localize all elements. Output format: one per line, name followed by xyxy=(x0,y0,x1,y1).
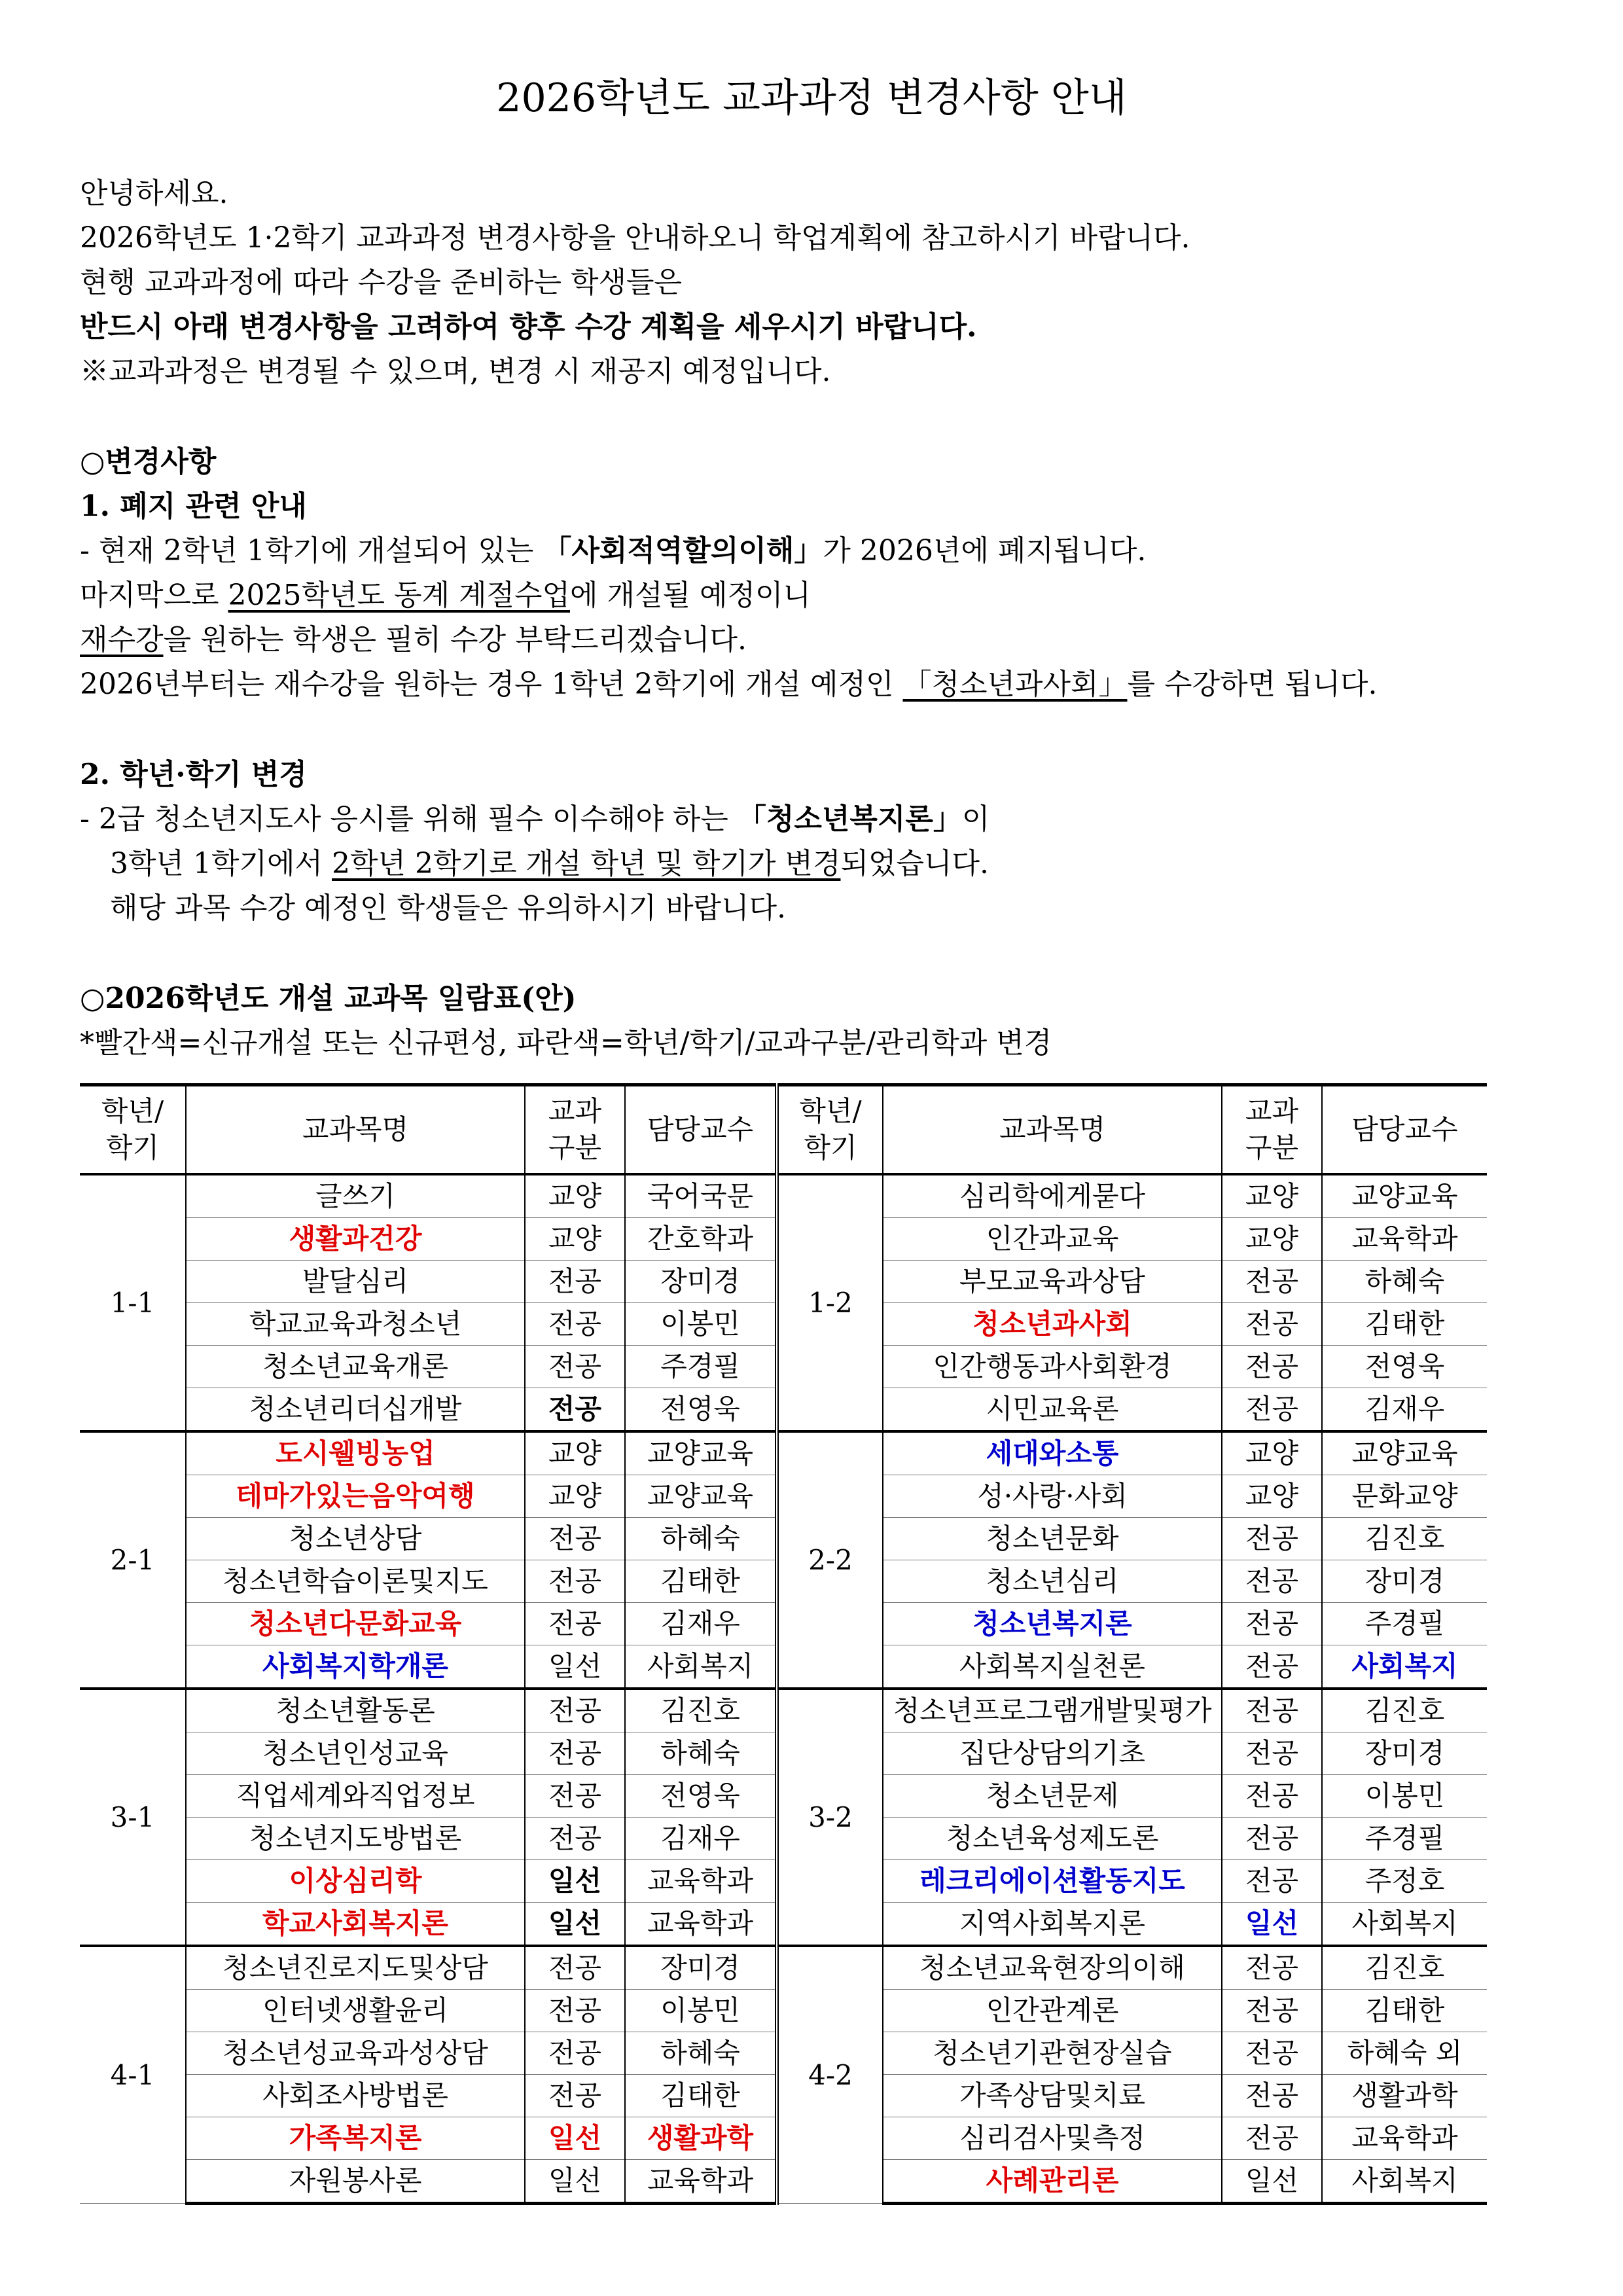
section-1-heading: 1. 폐지 관련 안내 xyxy=(80,490,307,523)
table-row xyxy=(80,1174,1487,1218)
course-name: 청소년심리 xyxy=(883,1560,1222,1603)
table-row xyxy=(80,1689,1487,1732)
intro-greeting: 안녕하세요. xyxy=(80,177,228,210)
professor: 사회복지 xyxy=(1322,2160,1487,2204)
course-name: 인간행동과사회환경 xyxy=(883,1346,1222,1388)
term-cell: 1-2 xyxy=(777,1174,883,1431)
term-cell: 3-1 xyxy=(80,1689,186,1946)
professor: 이봉민 xyxy=(625,1990,777,2032)
course-type: 전공 xyxy=(1222,1775,1322,1818)
course-name: 학교사회복지론 xyxy=(186,1903,525,1946)
course-name: 자원봉사론 xyxy=(186,2160,525,2204)
underlined-text: 2025학년도 동계 계절수업 xyxy=(228,579,570,612)
course-type: 일선 xyxy=(525,2160,625,2204)
course-type: 전공 xyxy=(1222,1732,1322,1775)
course-name: 청소년교육현장의이해 xyxy=(883,1946,1222,1990)
course-name: 청소년진로지도및상담 xyxy=(186,1946,525,1990)
term-cell: 4-2 xyxy=(777,1946,883,2204)
professor: 교양교육 xyxy=(625,1431,777,1475)
professor: 간호학과 xyxy=(625,1218,777,1261)
table-header-row xyxy=(80,1085,1487,1175)
professor: 하혜숙 xyxy=(625,2032,777,2075)
course-type: 전공 xyxy=(525,1946,625,1990)
changes-heading: ○변경사항 xyxy=(80,445,217,478)
text-span: 가 2026년에 폐지됩니다. xyxy=(823,534,1147,567)
course-type: 교양 xyxy=(525,1475,625,1518)
intro-line-1: 2026학년도 1·2학기 교과과정 변경사항을 안내하오니 학업계획에 참고하시기 바랍니다. xyxy=(80,221,1190,255)
course-type: 전공 xyxy=(525,1560,625,1603)
header-type: 교과 구분 xyxy=(1222,1085,1322,1175)
course-name: 청소년상담 xyxy=(186,1518,525,1560)
course-type: 일선 xyxy=(525,1903,625,1946)
course-type: 전공 xyxy=(525,1603,625,1645)
course-name: 심리학에게묻다 xyxy=(883,1174,1222,1218)
course-name: 부모교육과상담 xyxy=(883,1261,1222,1303)
underlined-text: 2학년 2학기로 개설 학년 및 학기가 변경 xyxy=(331,847,841,880)
professor: 교육학과 xyxy=(625,2160,777,2204)
professor: 교육학과 xyxy=(1322,1218,1487,1261)
course-name: 「사회적역할의이해」 xyxy=(543,534,823,567)
section-2-line-1 xyxy=(80,797,990,842)
header-professor: 담당교수 xyxy=(625,1085,777,1175)
course-type: 전공 xyxy=(1222,1388,1322,1432)
course-type: 전공 xyxy=(1222,1518,1322,1560)
course-type: 전공 xyxy=(1222,2032,1322,2075)
course-type: 일선 xyxy=(525,1645,625,1689)
course-type: 교양 xyxy=(1222,1431,1322,1475)
course-list-heading: ○2026학년도 개설 교과목 일람표(안) xyxy=(80,982,577,1015)
course-type: 교양 xyxy=(525,1431,625,1475)
term-cell: 2-1 xyxy=(80,1431,186,1689)
course-type: 일선 xyxy=(525,1860,625,1903)
professor: 사회복지 xyxy=(1322,1645,1487,1689)
course-type: 교양 xyxy=(1222,1218,1322,1261)
course-name: 세대와소통 xyxy=(883,1431,1222,1475)
term-cell: 2-2 xyxy=(777,1431,883,1689)
course-name: 청소년학습이론및지도 xyxy=(186,1560,525,1603)
header-term: 학년/ 학기 xyxy=(777,1085,883,1175)
course-type: 전공 xyxy=(1222,1818,1322,1860)
course-name: 시민교육론 xyxy=(883,1388,1222,1432)
course-type: 전공 xyxy=(525,1388,625,1432)
professor: 사회복지 xyxy=(1322,1903,1487,1946)
professor: 교육학과 xyxy=(1322,2117,1487,2160)
course-type: 전공 xyxy=(1222,1946,1322,1990)
course-type: 전공 xyxy=(525,2075,625,2117)
course-name: 사회복지학개론 xyxy=(186,1645,525,1689)
professor: 하혜숙 외 xyxy=(1322,2032,1487,2075)
course-type: 전공 xyxy=(1222,1645,1322,1689)
course-type: 전공 xyxy=(1222,1860,1322,1903)
course-name: 글쓰기 xyxy=(186,1174,525,1218)
professor: 이봉민 xyxy=(1322,1775,1487,1818)
professor: 김진호 xyxy=(625,1689,777,1732)
course-type: 전공 xyxy=(525,2032,625,2075)
text-span: 3학년 1학기에서 xyxy=(110,847,332,880)
professor: 생활과학 xyxy=(625,2117,777,2160)
course-name: 심리검사및측정 xyxy=(883,2117,1222,2160)
header-professor: 담당교수 xyxy=(1322,1085,1487,1175)
professor: 국어국문 xyxy=(625,1174,777,1218)
professor: 사회복지 xyxy=(625,1645,777,1689)
course-name: 청소년문화 xyxy=(883,1518,1222,1560)
course-type: 전공 xyxy=(525,1346,625,1388)
course-type: 전공 xyxy=(1222,2075,1322,2117)
course-name: 인간과교육 xyxy=(883,1218,1222,1261)
professor: 김태한 xyxy=(1322,1303,1487,1346)
header-course: 교과목명 xyxy=(883,1085,1222,1175)
course-name: 청소년활동론 xyxy=(186,1689,525,1732)
text-span: 되었습니다. xyxy=(840,847,989,880)
course-type: 교양 xyxy=(1222,1174,1322,1218)
course-name: 청소년인성교육 xyxy=(186,1732,525,1775)
course-type: 일선 xyxy=(1222,1903,1322,1946)
course-name: 청소년문제 xyxy=(883,1775,1222,1818)
professor: 하혜숙 xyxy=(625,1732,777,1775)
course-name: 집단상담의기초 xyxy=(883,1732,1222,1775)
course-name: 테마가있는음악여행 xyxy=(186,1475,525,1518)
course-type: 전공 xyxy=(1222,1689,1322,1732)
course-name: 청소년리더십개발 xyxy=(186,1388,525,1432)
professor: 전영욱 xyxy=(625,1775,777,1818)
professor: 교양교육 xyxy=(1322,1431,1487,1475)
text-span: 을 원하는 학생은 필히 수강 부탁드리겠습니다. xyxy=(163,623,747,656)
course-type: 전공 xyxy=(525,1818,625,1860)
section-1-line-2 xyxy=(80,573,811,618)
professor: 문화교양 xyxy=(1322,1475,1487,1518)
course-type: 일선 xyxy=(1222,2160,1322,2204)
course-name: 성·사랑·사회 xyxy=(883,1475,1222,1518)
text-span: 마지막으로 xyxy=(80,579,228,612)
professor: 주정호 xyxy=(1322,1860,1487,1903)
professor: 교육학과 xyxy=(625,1860,777,1903)
course-type: 전공 xyxy=(1222,1261,1322,1303)
document-title: 2026학년도 교과과정 변경사항 안내 xyxy=(496,75,1127,121)
text-span: 에 개설될 예정이니 xyxy=(570,579,812,612)
course-name: 청소년다문화교육 xyxy=(186,1603,525,1645)
header-term: 학년/ 학기 xyxy=(80,1085,186,1175)
course-type: 전공 xyxy=(525,1775,625,1818)
professor: 김진호 xyxy=(1322,1689,1487,1732)
course-name: 사회조사방법론 xyxy=(186,2075,525,2117)
term-cell: 4-1 xyxy=(80,1946,186,2204)
professor: 교양교육 xyxy=(625,1475,777,1518)
table-row xyxy=(80,1946,1487,1990)
course-name: 인간관계론 xyxy=(883,1990,1222,2032)
professor: 주경필 xyxy=(1322,1603,1487,1645)
intro-line-2: 현행 교과과정에 따라 수강을 준비하는 학생들은 xyxy=(80,266,683,299)
professor: 주경필 xyxy=(1322,1818,1487,1860)
course-type: 교양 xyxy=(525,1218,625,1261)
course-name: 발달심리 xyxy=(186,1261,525,1303)
course-type: 교양 xyxy=(525,1174,625,1218)
course-type: 전공 xyxy=(1222,1303,1322,1346)
professor: 김진호 xyxy=(1322,1946,1487,1990)
professor: 이봉민 xyxy=(625,1303,777,1346)
professor: 전영욱 xyxy=(625,1388,777,1432)
professor: 김태한 xyxy=(625,1560,777,1603)
professor: 전영욱 xyxy=(1322,1346,1487,1388)
course-name: 청소년과사회 xyxy=(883,1303,1222,1346)
underlined-text: 「청소년과사회」 xyxy=(902,668,1128,701)
professor: 하혜숙 xyxy=(625,1518,777,1560)
table-body xyxy=(80,1174,1487,2204)
course-name: 가족상담및치료 xyxy=(883,2075,1222,2117)
professor: 교육학과 xyxy=(625,1903,777,1946)
course-type: 전공 xyxy=(1222,1603,1322,1645)
course-name: 지역사회복지론 xyxy=(883,1903,1222,1946)
professor: 장미경 xyxy=(1322,1732,1487,1775)
text-span: 이 xyxy=(961,802,990,836)
intro-line-4: ※교과과정은 변경될 수 있으며, 변경 시 재공지 예정입니다. xyxy=(80,355,831,388)
course-name: 청소년육성제도론 xyxy=(883,1818,1222,1860)
course-name: 레크리에이션활동지도 xyxy=(883,1860,1222,1903)
course-name: 청소년지도방법론 xyxy=(186,1818,525,1860)
course-name: 청소년복지론 xyxy=(883,1603,1222,1645)
course-type: 전공 xyxy=(525,1689,625,1732)
course-name: 인터넷생활윤리 xyxy=(186,1990,525,2032)
professor: 김태한 xyxy=(625,2075,777,2117)
course-type: 전공 xyxy=(525,1303,625,1346)
professor: 김재우 xyxy=(1322,1388,1487,1432)
professor: 김진호 xyxy=(1322,1518,1487,1560)
color-legend: *빨간색=신규개설 또는 신규편성, 파란색=학년/학기/교과구분/관리학과 변경 xyxy=(80,1026,1052,1060)
course-type: 전공 xyxy=(1222,1346,1322,1388)
course-type: 전공 xyxy=(525,1990,625,2032)
section-1-line-3 xyxy=(80,618,747,662)
course-name: 청소년프로그램개발및평가 xyxy=(883,1689,1222,1732)
section-2-heading: 2. 학년·학기 변경 xyxy=(80,758,307,791)
course-type: 일선 xyxy=(525,2117,625,2160)
professor: 장미경 xyxy=(625,1946,777,1990)
text-span: - 2급 청소년지도사 응시를 위해 필수 이수해야 하는 xyxy=(80,802,738,836)
header-course: 교과목명 xyxy=(186,1085,525,1175)
professor: 생활과학 xyxy=(1322,2075,1487,2117)
term-cell: 3-2 xyxy=(777,1689,883,1946)
text-span: - 현재 2학년 1학기에 개설되어 있는 xyxy=(80,534,543,567)
course-name: 사회복지실천론 xyxy=(883,1645,1222,1689)
underlined-text: 재수강 xyxy=(80,623,164,656)
intro-line-3: 반드시 아래 변경사항을 고려하여 향후 수강 계획을 세우시기 바랍니다. xyxy=(80,310,977,344)
section-1-line-4 xyxy=(80,662,1377,707)
course-name: 사례관리론 xyxy=(883,2160,1222,2204)
professor: 하혜숙 xyxy=(1322,1261,1487,1303)
course-name: 가족복지론 xyxy=(186,2117,525,2160)
professor: 김재우 xyxy=(625,1818,777,1860)
course-name: 「청소년복지론」 xyxy=(737,802,962,836)
course-name: 청소년교육개론 xyxy=(186,1346,525,1388)
professor: 주경필 xyxy=(625,1346,777,1388)
section-1-line-1 xyxy=(80,529,1146,573)
professor: 김재우 xyxy=(625,1603,777,1645)
course-type: 전공 xyxy=(525,1518,625,1560)
professor: 장미경 xyxy=(1322,1560,1487,1603)
text-span: 를 수강하면 됩니다. xyxy=(1127,668,1378,701)
text-span: 2026년부터는 재수강을 원하는 경우 1학년 2학기에 개설 예정인 xyxy=(80,668,903,701)
section-2-line-3: 해당 과목 수강 예정인 학생들은 유의하시기 바랍니다. xyxy=(110,891,786,925)
professor: 교양교육 xyxy=(1322,1174,1487,1218)
course-type: 전공 xyxy=(1222,1990,1322,2032)
course-type: 전공 xyxy=(525,1261,625,1303)
course-name: 청소년기관현장실습 xyxy=(883,2032,1222,2075)
course-type: 전공 xyxy=(525,1732,625,1775)
course-type: 전공 xyxy=(1222,1560,1322,1603)
course-type: 교양 xyxy=(1222,1475,1322,1518)
course-name: 청소년성교육과성상담 xyxy=(186,2032,525,2075)
course-type: 전공 xyxy=(1222,2117,1322,2160)
course-name: 이상심리학 xyxy=(186,1860,525,1903)
curriculum-table xyxy=(80,1083,1487,2205)
course-name: 학교교육과청소년 xyxy=(186,1303,525,1346)
header-type: 교과 구분 xyxy=(525,1085,625,1175)
course-name: 직업세계와직업정보 xyxy=(186,1775,525,1818)
course-name: 도시웰빙농업 xyxy=(186,1431,525,1475)
course-name: 생활과건강 xyxy=(186,1218,525,1261)
professor: 김태한 xyxy=(1322,1990,1487,2032)
table-row xyxy=(80,1431,1487,1475)
section-2-line-2 xyxy=(80,842,989,886)
professor: 장미경 xyxy=(625,1261,777,1303)
term-cell: 1-1 xyxy=(80,1174,186,1431)
